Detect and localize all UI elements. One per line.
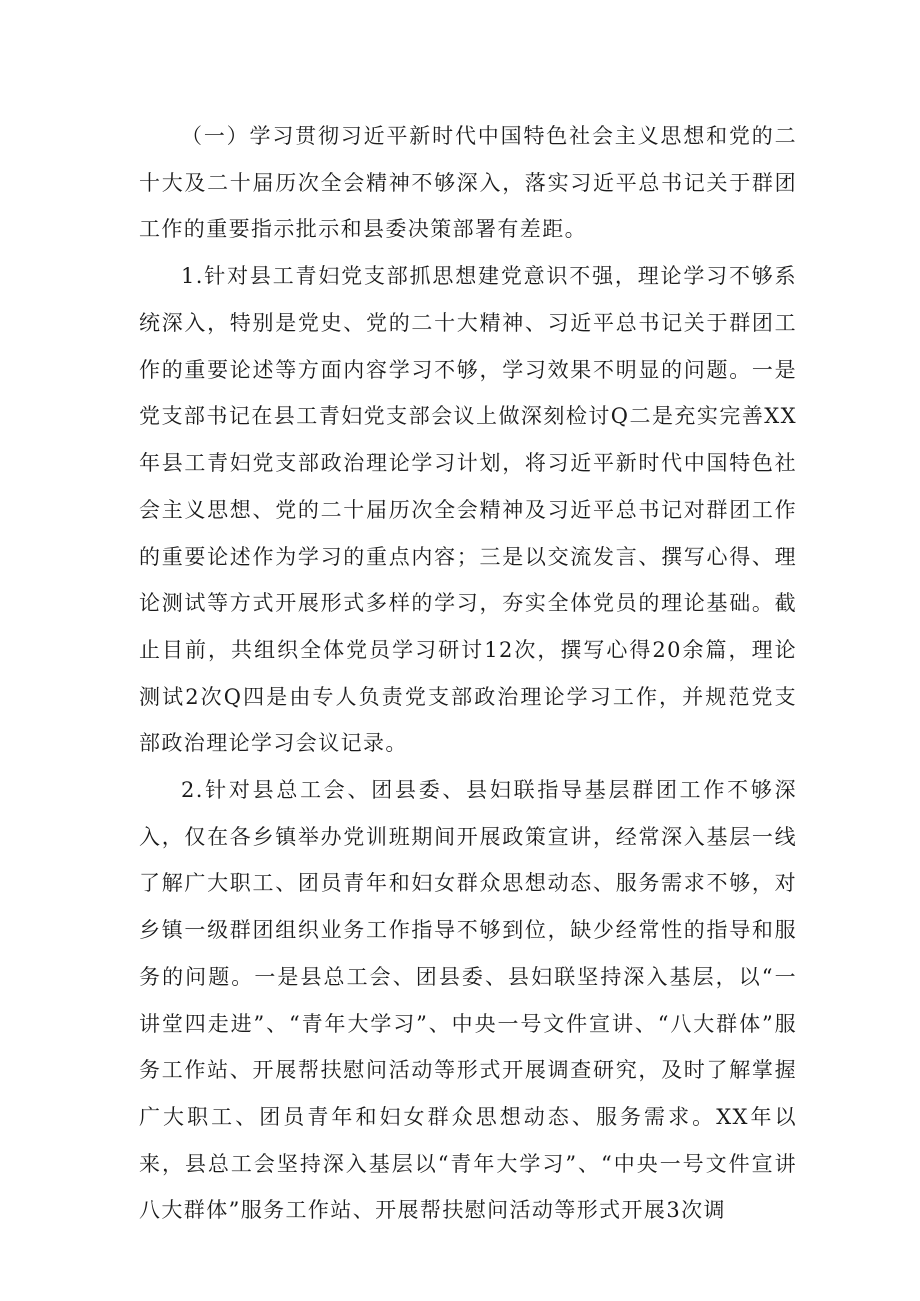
- item-1-paragraph: 1.针对县工青妇党支部抓思想建党意识不强，理论学习不够系统深入，特别是党史、党的二十大精神、习近平总书记关于群团工作的重要论述等方面内容学习不够，学习效果不明显的问题。一是党支部书记在县工青妇党支部会议上做深刻检讨Q二是充实完善XX年县工青妇党支部政治理论学习计划，将习近平新时代中国特色社会主义思想、党的二十届历次全会精神及习近平总书记对群团工作的重要论述作为学习的重点内容；三是以交流发言、撰写心得、理论测试等方式开展形式多样的学习，夯实全体党员的理论基础。截止目前，共组织全体党员学习研讨12次，撰写心得20余篇，理论测试2次Q四是由专人负责党支部政治理论学习工作，并规范党支部政治理论学习会议记录。: [139, 264, 797, 756]
- section-heading-paragraph: （一）学习贯彻习近平新时代中国特色社会主义思想和党的二十大及二十届历次全会精神不够深入，落实习近平总书记关于群团工作的重要指示批示和县委决策部署有差距。: [139, 124, 797, 242]
- document-body: [139, 113, 797, 1234]
- item-2-paragraph: 2.针对县总工会、团县委、县妇联指导基层群团工作不够深入，仅在各乡镇举办党训班期间开展政策宣讲，经常深入基层一线了解广大职工、团员青年和妇女群众思想动态、服务需求不够，对乡镇一级群团组织业务工作指导不够到位，缺少经常性的指导和服务的问题。一是县总工会、团县委、县妇联坚持深入基层，以“一讲堂四走进”、“青年大学习”、中央一号文件宣讲、“八大群体”服务工作站、开展帮扶慰问活动等形式开展调查研究，及时了解掌握广大职工、团员青年和妇女群众思想动态、服务需求。XX年以来，县总工会坚持深入基层以“青年大学习”、“中央一号文件宣讲八大群体”服务工作站、开展帮扶慰问活动等形式开展3次调: [139, 778, 797, 1223]
